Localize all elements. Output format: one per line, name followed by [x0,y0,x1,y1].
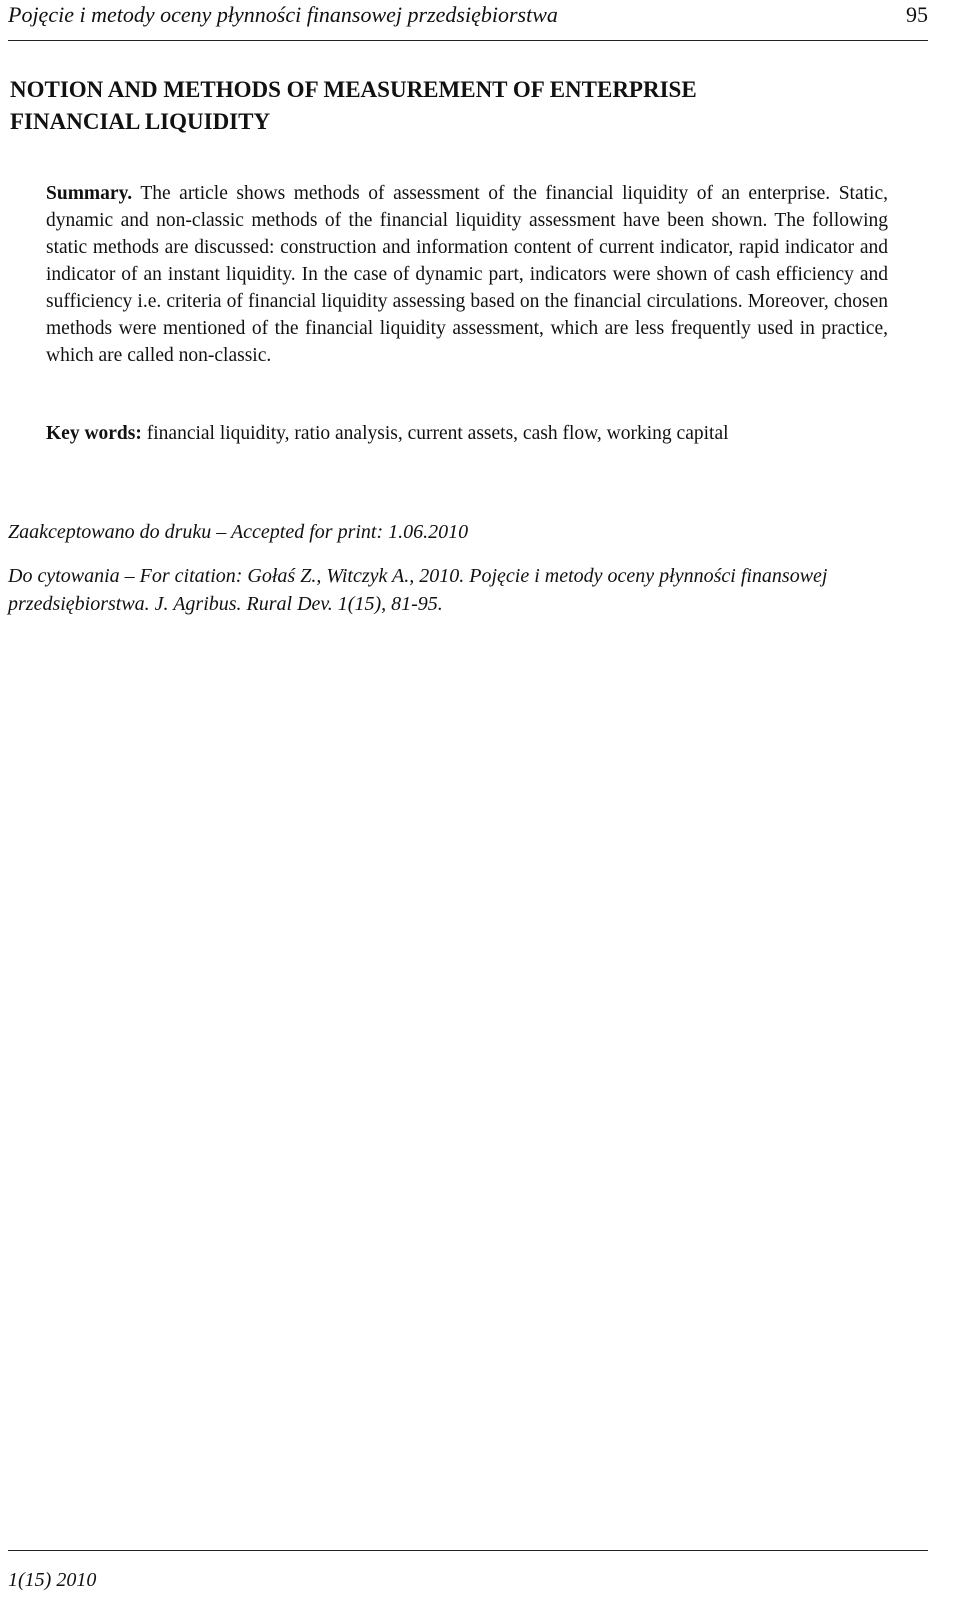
article-title-line2: FINANCIAL LIQUIDITY [10,109,271,134]
summary-text: The article shows methods of assessment of the financial liquidity of an enterprise. Static, dynamic and non-classic methods of the financial liquidity assessment have been shown. The following static methods are discussed: construction and information content of current indicator, rapid indicator and indicator of an instant liquidity. In the case of dynamic part, indicators were shown of cash efficiency and sufficiency i.e. criteria of financial liquidity assessing based on the financial circulations. Moreover, chosen methods were mentioned of the financial liquidity assessment, which are less frequently used in practice, which are called non-classic. [46,183,888,366]
accepted-date: Zaakceptowano do druku – Accepted for print: 1.06.2010 [8,521,469,543]
summary-label: Summary. [46,183,133,204]
running-title: Pojęcie i metody oceny płynności finansowej przedsiębiorstwa [8,2,558,27]
page-footer [8,1550,928,1611]
article-title-line1: NOTION AND METHODS OF MEASUREMENT OF ENTERPRISE [10,77,697,102]
keywords-text: financial liquidity, ratio analysis, current assets, cash flow, working capital [141,423,729,444]
running-header [8,0,928,41]
page-number: 95 [906,2,928,27]
keywords-label: Key words: [46,423,142,444]
issue-number: 1(15) 2010 [8,1569,97,1591]
citation: Do cytowania – For citation: Gołaś Z., Witczyk A., 2010. Pojęcie i metody oceny płynności finansowej przedsiębiorstwa. J. Agribus. Rural Dev. 1(15), 81-95. [8,565,828,615]
keywords-paragraph [46,420,926,447]
article-title [10,74,890,138]
summary-paragraph [46,180,888,369]
